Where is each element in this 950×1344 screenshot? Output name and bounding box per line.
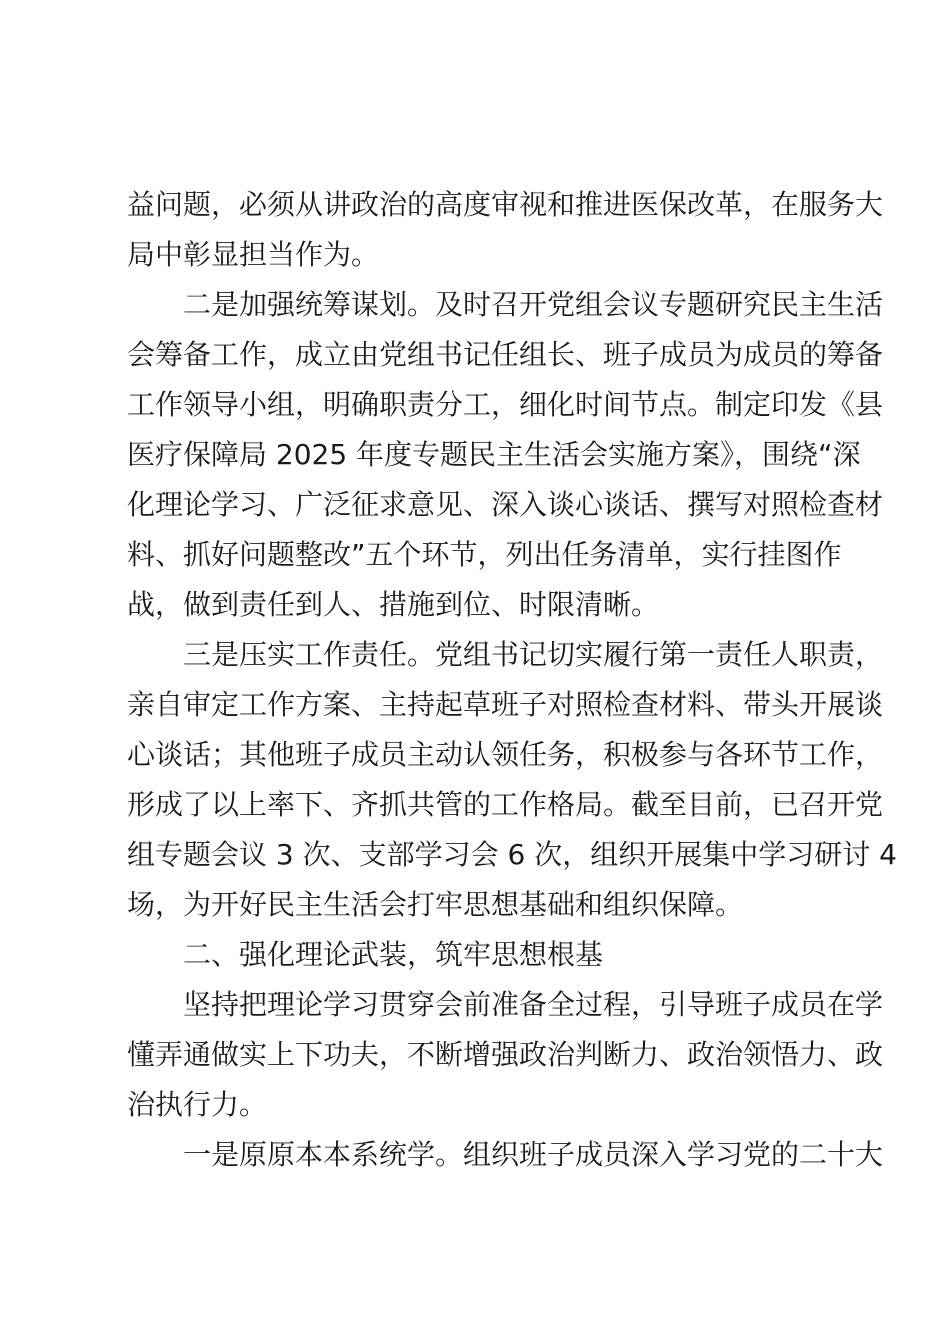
text-line: 三是压实工作责任。党组书记切实履行第一责任人职责， [183,638,884,671]
text-line: 懂弄通做实上下功夫，不断增强政治判断力、政治领悟力、政 [127,1038,884,1071]
text-line: 局中彰显担当作为。 [127,238,380,271]
text-line: 形成了以上率下、齐抓共管的工作格局。截至目前，已召开党 [127,788,884,821]
text-line: 医疗保障局 2025 年度专题民主生活会实施方案》，围绕“深 [127,438,861,471]
text-line: 组专题会议 3 次、支部学习会 6 次，组织开展集中学习研讨 4 [127,838,897,871]
text-line: 治执行力。 [127,1088,268,1121]
text-line: 益问题，必须从讲政治的高度审视和推进医保改革，在服务大 [127,188,884,221]
text-line: 料、抓好问题整改”五个环节，列出任务清单，实行挂图作 [127,538,842,571]
section-heading: 二、强化理论武装，筑牢思想根基 [183,938,604,971]
text-line: 场，为开好民主生活会打牢思想基础和组织保障。 [127,888,744,921]
text-line: 会筹备工作，成立由党组书记任组长、班子成员为成员的筹备 [127,338,884,371]
text-line: 战，做到责任到人、措施到位、时限清晰。 [127,588,660,621]
text-line: 化理论学习、广泛征求意见、深入谈心谈话、撰写对照检查材 [127,488,884,521]
text-line: 心谈话；其他班子成员主动认领任务，积极参与各环节工作， [127,738,884,771]
text-line: 工作领导小组，明确职责分工，细化时间节点。制定印发《县 [127,388,884,421]
text-line: 一是原原本本系统学。组织班子成员深入学习党的二十大 [183,1138,884,1171]
text-line: 二是加强统筹谋划。及时召开党组会议专题研究民主生活 [183,288,884,321]
text-line: 亲自审定工作方案、主持起草班子对照检查材料、带头开展谈 [127,688,884,721]
text-line: 坚持把理论学习贯穿会前准备全过程，引导班子成员在学 [183,988,884,1021]
